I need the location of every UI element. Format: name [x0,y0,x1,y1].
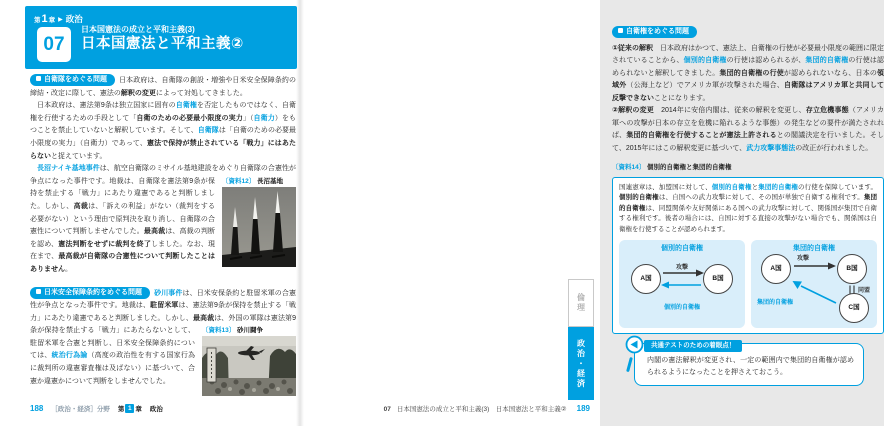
pointer-circle-icon [625,335,644,354]
photo-naganuma-base [222,176,296,267]
shiryo12-ref: 〔資料12〕 [222,177,256,185]
diagram-collective-self-defense [751,240,877,328]
pen-icon [626,357,632,372]
nation-b: B国 [837,254,867,284]
right-page-footer [384,404,590,413]
paragraph-jieitai-1: 自衛隊をめぐる問題 日本政府は、自衛隊の創設・増強や日米安全保障条約の締結・改定に際して、憲法の解釈の変更によって対処してきました。 [30,76,296,97]
attack-label: 攻撃 [675,265,688,272]
footer-lesson-title: 日本国憲法の成立と平和主義(3) 日本国憲法と平和主義② [396,406,567,413]
square-bullet-icon [618,28,623,33]
square-bullet-icon [36,289,41,294]
left-page-body [30,74,296,399]
exam-point-label: 共通テストのための着眼点！ [644,340,742,352]
section-label-jieiken [612,26,697,38]
section-label-anpo [30,287,150,299]
diagram-individual-self-defense [619,240,745,328]
paragraph-sunagawa: 日米安全保障条約をめぐる問題 砂川事件は、日米安保条約と駐留米軍の合憲性が争点となった事件です。地裁は、駐留米軍は、憲法第9条が保持を禁止する「戦力」にあたり違憲であると判断しました。しかし、最高裁 〔資料13〕 砂川闘争 は、外国の軍隊は憲法第9条が保持を禁止する「戦力」にあたらないとして、駐留米軍を合憲と判断し、日米安全保障条約については、統治行為論（高度の政治性を有する国家行為に裁判所の違憲審査権は及ばない）に基づいて、合憲か違憲かについて判断をしませんでした。 [30,287,296,389]
chapter-breadcrumb [34,9,83,27]
chapter-number: 1 [41,13,48,25]
square-bullet-icon [36,76,41,81]
footer-category: ［政治・経済］分野 [51,406,110,413]
section-row-jieiken [612,26,884,40]
shiryo12-title: 長沼基地 [257,177,284,185]
footer-lesson-number: 07 [383,406,391,413]
lesson-number: 07 [37,27,71,62]
section-label-jieitai [30,74,115,86]
chapter-topic: 政治 [65,14,83,24]
tab-politics-economics: 政治・経済 [568,327,594,400]
shiryo14-ref: 〔資料14〕 [612,164,646,171]
shiryo14-intro: 国連憲章は、加盟国に対して、個別的自衛権と集団的自衛権の行使を保障しています。個別的自衛権は、自国への武力攻撃に対して、その国が単独で自衛する権利です。集団的自衛権は、同盟関係や友好関係にある国への武力攻撃に対して、関係国が集団で自衛する権利です。後者の場合には、自国に対する直接の攻撃がない場合でも、関係国は自衛権を行使することが認められます。 [619,183,878,233]
photo-sunagawa-protest [202,325,296,396]
paragraph-old-interpretation: ①従来の解釈 日本政府はかつて、憲法上、自衛権の行使が必要最小限度の範囲に限定されていることから、個別的自衛権の行使は認められるが、集団的自衛権の行使は認められないと解釈してきました。集団的自衛権の行使が認められないなら、日本の領域外（公海上など）でアメリカ軍が攻撃された場合、自衛隊はアメリカ軍と共同して反撃できないことになります。 [612,44,884,102]
section-label-text: 日米安全保障条約をめぐる問題 [44,288,142,296]
lesson-subtitle: 日本国憲法の成立と平和主義(3) [81,25,195,34]
footer-chapter-prefix: 第 [117,406,125,413]
missiles-photo-illustration [222,187,296,267]
shiryo14-title: 個別的自衛権と集団的自衛権 [647,164,732,171]
attack-label: 攻撃 [796,256,809,263]
lesson-header [25,6,297,69]
exam-point-callout [634,343,864,386]
photo-caption [222,176,296,187]
nation-a: A国 [631,264,661,294]
section-label-text: 自衛隊をめぐる問題 [44,76,107,83]
shiryo13-ref: 〔資料13〕 [202,327,236,335]
self-defense-diagrams [619,240,877,328]
right-page [300,0,884,426]
paragraph-new-interpretation: ②解釈の変更 2014年に安倍内閣は、従来の解釈を変更し、存立危機事態（アメリカ軍への攻撃が日本の存立を危機に陥れるような事態）の発生などの要件が満たされれば、集団的自衛権を行使することが憲法上許されるとの閣議決定を行いました。そして、2015年にはこの解釈変更に基づいて、武力攻撃事態法の改正が行われました。 [612,107,884,152]
alliance-label: 同盟 [858,288,871,295]
diagram-title: 集団的自衛権 [793,245,835,253]
photo-caption [202,325,296,336]
lesson-title: 日本国憲法と平和主義② [81,36,244,52]
footer-chapter-suffix: 章 [135,406,142,413]
chapter-prefix: 第 [34,17,41,24]
paragraph-naganuma: 長沼ナイキ基地事件は、航空自衛隊のミサイル基地建設をめぐり自衛隊の 〔資料12〕 長沼基地 合憲性が争点になった事件です。地裁は、自衛隊を憲法第9条が保持を禁止する「戦力」にあたり違憲であると判断しました。しかし、高裁は、「訴えの利益」がない（裁判をする必要がない）という理由で原判決を取り消し、自衛隊の合憲性について判断しませんでした。最高裁は、高裁の判断を認め、憲法判断をせずに裁判を終了しました。なお、現在まで、最高裁が自衛隊の合憲性について判断したことはありません。 [30,165,297,273]
page-number-right: 189 [576,404,590,413]
paragraph-jieitai-2: 日本政府は、憲法第9条は独立国家に固有の自衛権を否定したものではなく、自衛権を行使するための手段として「自衛のための必要最小限度の実力」（自衛力）をもつことを禁止していないと解釈しています。そして、自衛隊は「自衛のための必要最小限度の実力」（自衛力）であって、憲法で保持が禁止されている「戦力」にはあたらないと捉えています。 [30,102,297,160]
footer-topic: 政治 [149,406,163,413]
nation-a: A国 [761,254,791,284]
chevron-right-icon: ▶ [58,17,63,23]
right-page-body [612,26,884,386]
footer-chapter [118,404,142,413]
exam-point-text: 内閣の憲法解釈が変更され、一定の範囲内で集団的自衛権が認められるようになったことを押さえておこう。 [647,357,854,377]
chapter-suffix: 章 [48,17,56,24]
protest-photo-illustration [202,336,296,396]
nation-b: B国 [703,264,733,294]
collective-defense-label: 集団的自衛権 [757,300,794,307]
individual-defense-label: 個別的自衛権 [663,305,700,312]
page-number-left: 188 [30,404,44,413]
diagram-title: 個別的自衛権 [661,245,703,253]
section-label-text: 自衛権をめぐる問題 [626,28,689,35]
shiryo14-label [612,162,884,175]
footer-chapter-number: 1 [125,404,134,413]
nation-c: C国 [839,293,869,323]
tab-ethics: 倫理 [568,279,594,327]
lesson-titles [81,24,244,53]
shiryo14-box [612,177,884,335]
left-page [0,0,300,426]
left-page-footer [30,404,163,413]
shiryo13-title: 砂川闘争 [237,327,264,335]
